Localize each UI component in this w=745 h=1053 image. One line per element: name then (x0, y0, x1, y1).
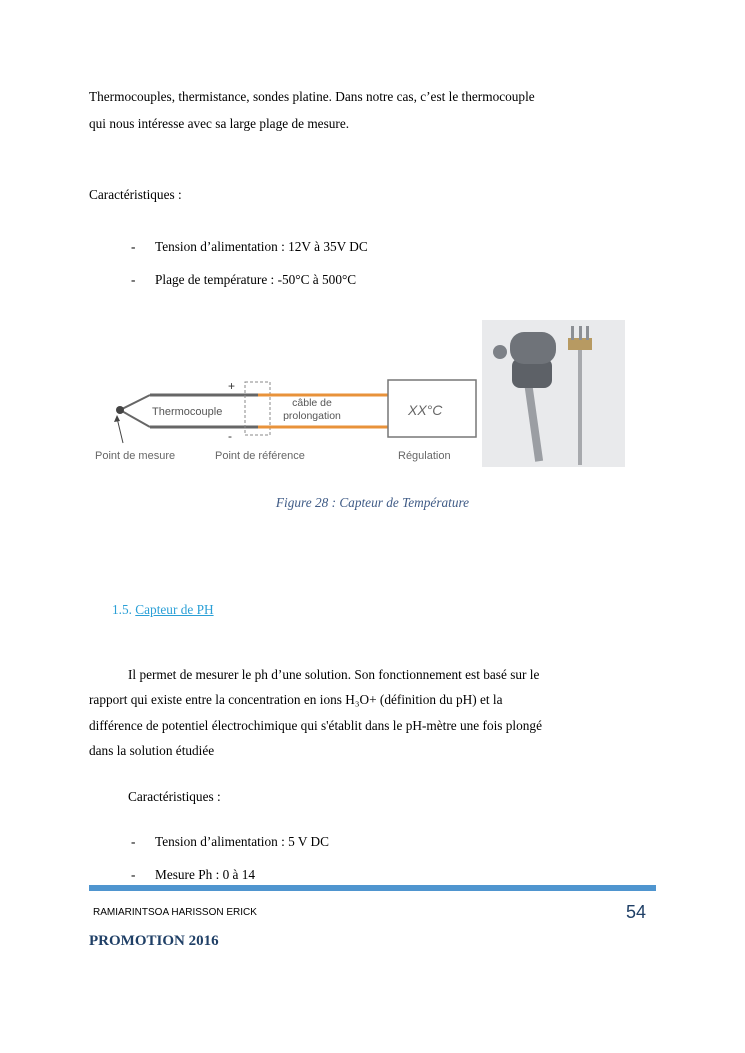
arrow-head-icon (114, 415, 120, 422)
bullet-dash: - (131, 239, 136, 254)
measure-point-dot (116, 406, 124, 414)
section-title-link[interactable]: Capteur de PH (135, 602, 214, 617)
regulation-label: Régulation (398, 450, 451, 462)
section-number: 1.5. (112, 602, 132, 617)
thermocouple-label: Thermocouple (152, 406, 223, 418)
thermo-bullet-range: Plage de température : -50°C à 500°C (155, 272, 357, 287)
footer-rule (89, 885, 656, 891)
cable-label-line2: prolongation (283, 410, 341, 422)
wire-minus-diag (120, 410, 150, 427)
ph-para-line-3: différence de potentiel électrochimique qui s'établit dans le pH-mètre une fois plongé (89, 718, 542, 733)
thermocouple-diagram (90, 375, 480, 470)
bullet-dash: - (131, 867, 136, 882)
minus-label: - (228, 429, 232, 443)
bullet-dash: - (131, 834, 136, 849)
ph-para-line-2: rapport qui existe entre la concentration en ions H₃O+ (définition du pH) et la (89, 692, 503, 707)
intro-line-2: qui nous intéresse avec sa large plage de mesure. (89, 116, 350, 131)
figure-caption: Figure 28 : Capteur de Température (275, 495, 470, 510)
point-reference-label: Point de référence (215, 450, 305, 462)
wire-plus-diag (120, 395, 150, 410)
footer-promotion: PROMOTION 2016 (89, 933, 219, 949)
intro-line-1: Thermocouples, thermistance, sondes platine. Dans notre cas, c’est le thermocouple (89, 89, 535, 104)
measure-arrow (117, 418, 123, 443)
thermocouple-photo (482, 320, 625, 467)
ph-para-line-1: Il permet de mesurer le ph d’une solution. Son fonctionnement est basé sur le (128, 667, 540, 682)
display-value: XX°C (408, 402, 443, 418)
bullet-dash: - (131, 272, 136, 287)
thermo-characteristics-heading: Caractéristiques : (89, 187, 182, 202)
ph-characteristics-heading: Caractéristiques : (128, 789, 221, 804)
ph-para-line-4: dans la solution étudiée (89, 743, 215, 758)
ph-bullet-voltage: Tension d’alimentation : 5 V DC (155, 834, 330, 849)
thermo-bullet-voltage: Tension d’alimentation : 12V à 35V DC (155, 239, 368, 254)
footer-author: RAMIARINTSOA HARISSON ERICK (93, 907, 257, 918)
section-heading (112, 602, 214, 618)
plus-label: + (228, 379, 236, 393)
page-number: 54 (626, 902, 647, 922)
ph-bullet-range: Mesure Ph : 0 à 14 (155, 867, 256, 882)
point-mesure-label: Point de mesure (95, 450, 176, 462)
cable-label-line1: câble de (292, 397, 332, 409)
